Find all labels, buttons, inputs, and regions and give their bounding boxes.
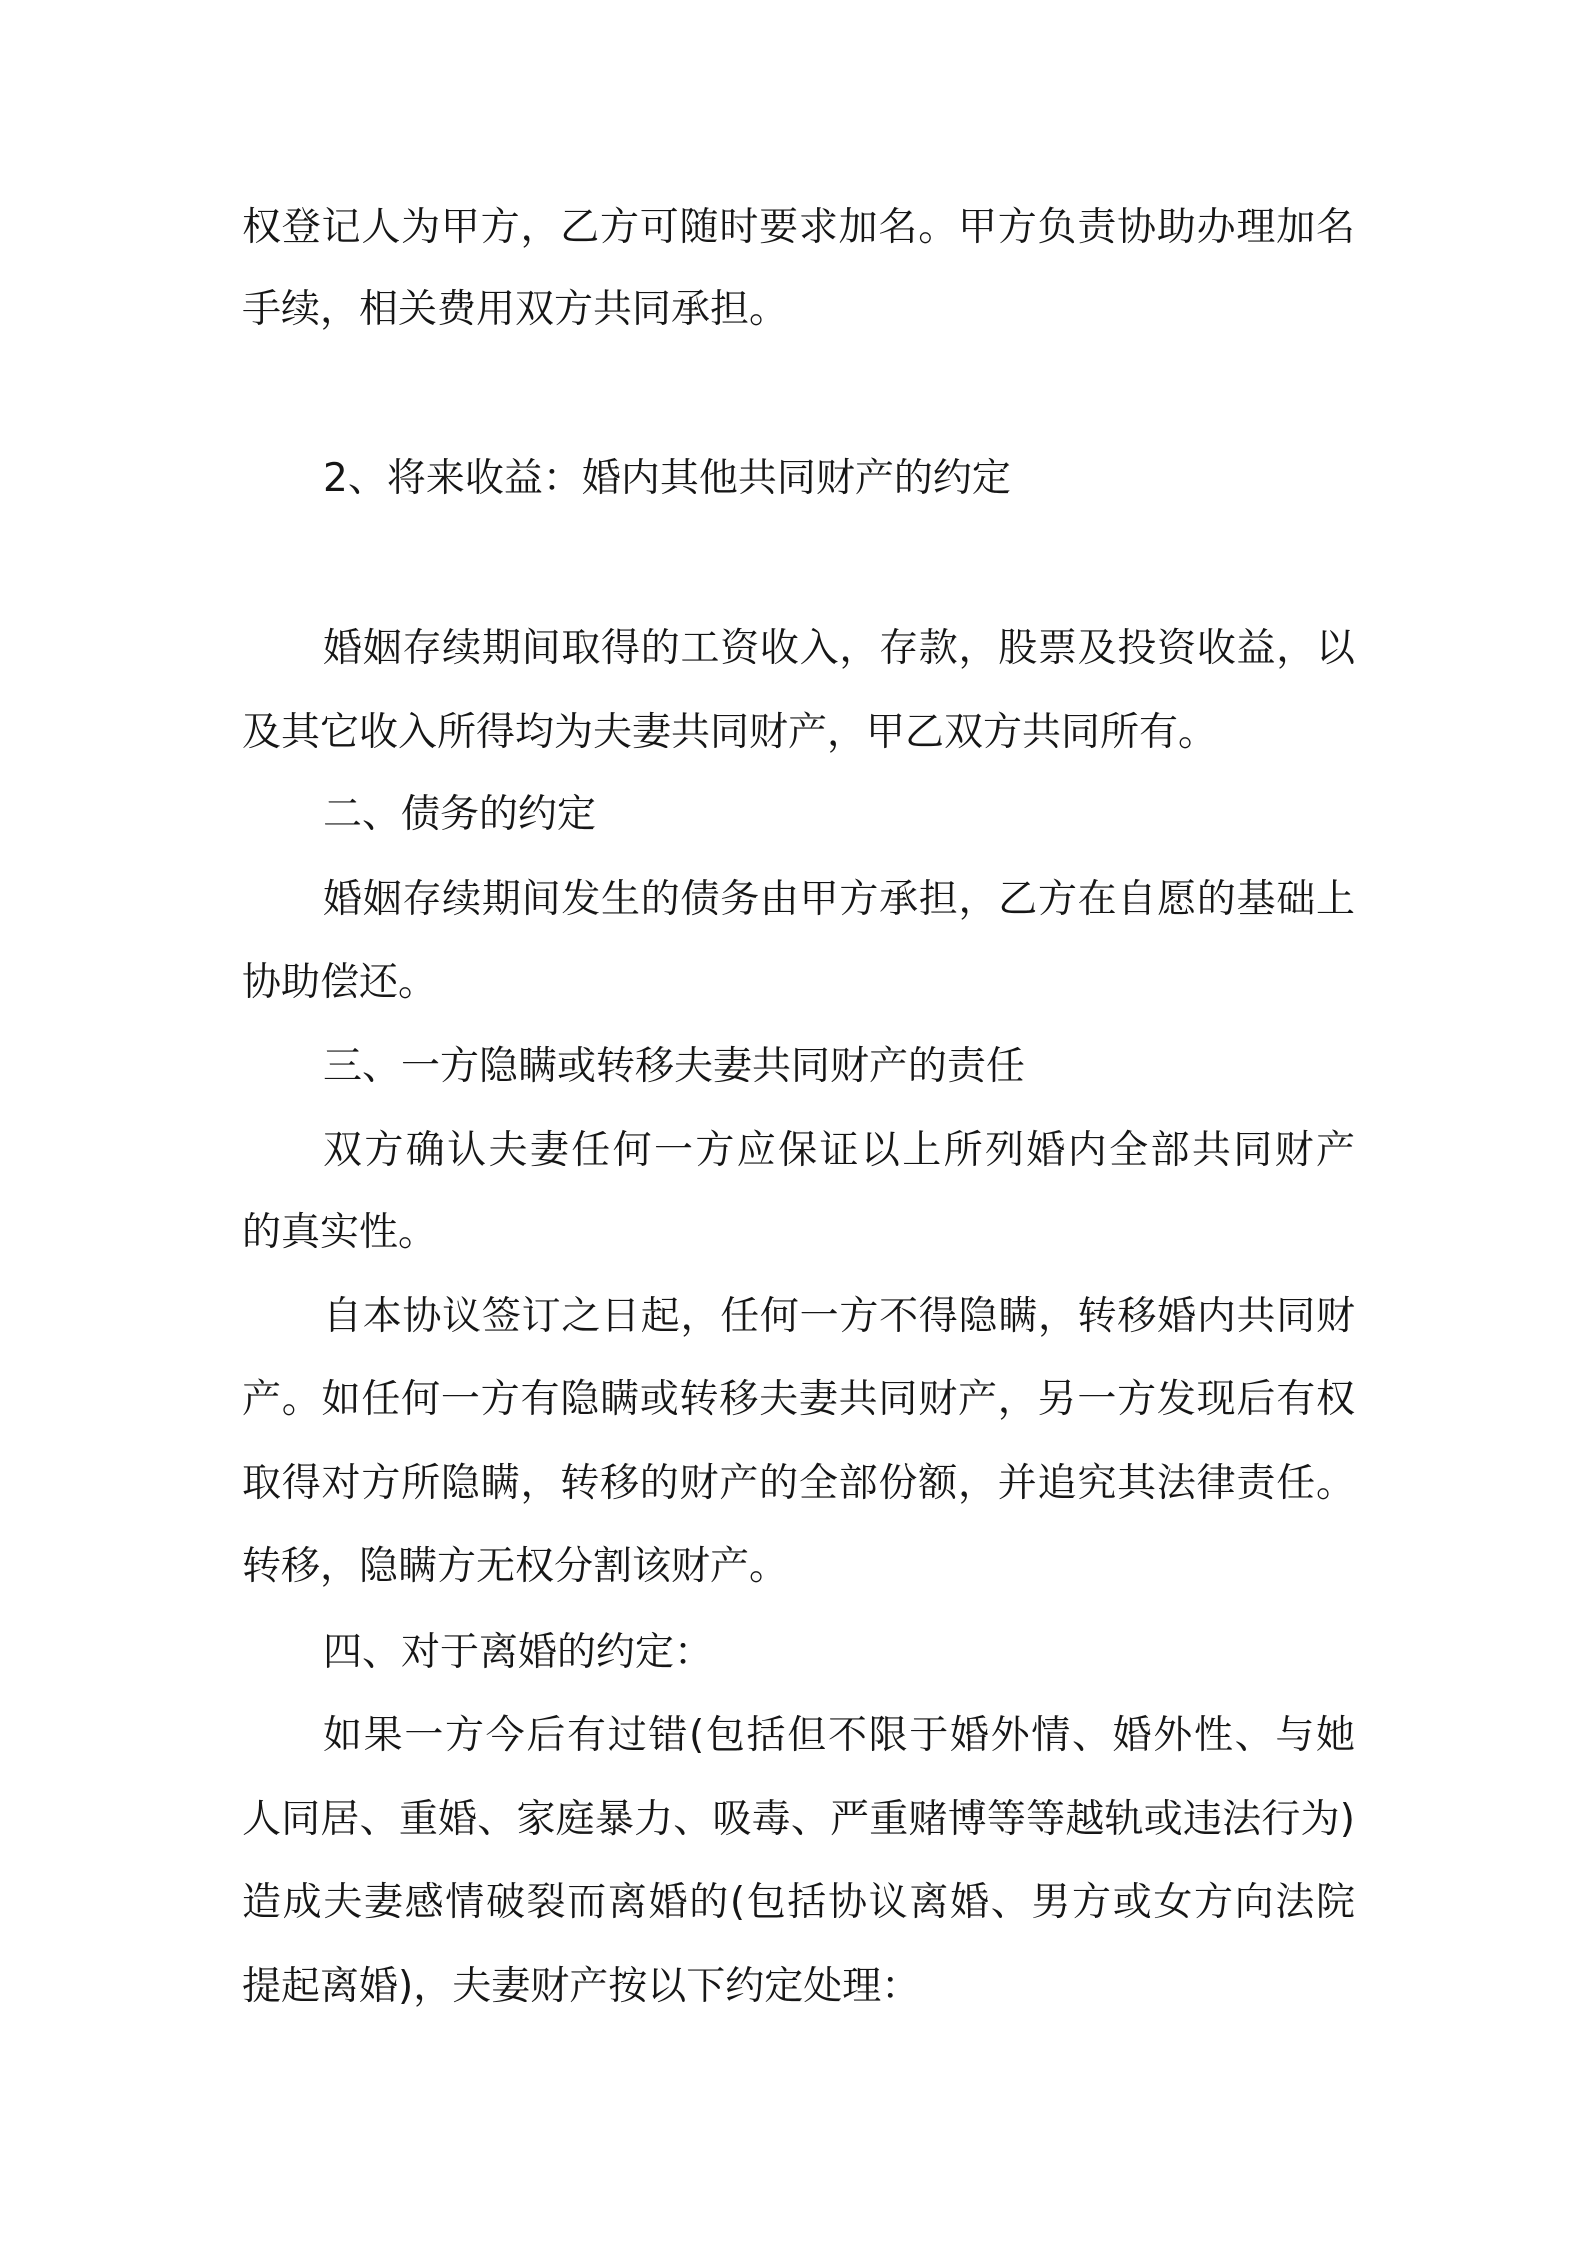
paragraph-line: 协助偿还。 bbox=[242, 960, 438, 1005]
section-heading: 四、对于离婚的约定： bbox=[323, 1630, 714, 1675]
paragraph-line: 取得对方所隐瞒，转移的财产的全部份额，并追究其法律责任。 bbox=[242, 1461, 1355, 1506]
paragraph-line: 婚姻存续期间发生的债务由甲方承担，乙方在自愿的基础上 bbox=[323, 877, 1355, 922]
section-heading: 二、债务的约定 bbox=[323, 792, 597, 837]
paragraph-line: 人同居、重婚、家庭暴力、吸毒、严重赌博等等越轨或违法行为) bbox=[242, 1797, 1355, 1842]
paragraph-line: 造成夫妻感情破裂而离婚的(包括协议离婚、男方或女方向法院 bbox=[242, 1880, 1355, 1925]
section-subheading: 2、将来收益：婚内其他共同财产的约定 bbox=[323, 456, 1011, 501]
paragraph-line: 婚姻存续期间取得的工资收入，存款，股票及投资收益，以 bbox=[323, 626, 1355, 671]
paragraph-line: 转移，隐瞒方无权分割该财产。 bbox=[242, 1544, 789, 1589]
paragraph-line: 手续，相关费用双方共同承担。 bbox=[242, 287, 789, 332]
paragraph-line: 产。如任何一方有隐瞒或转移夫妻共同财产，另一方发现后有权 bbox=[242, 1377, 1355, 1422]
paragraph-line: 自本协议签订之日起，任何一方不得隐瞒，转移婚内共同财 bbox=[323, 1294, 1355, 1339]
paragraph-line: 如果一方今后有过错(包括但不限于婚外情、婚外性、与她 bbox=[323, 1713, 1355, 1758]
paragraph-line: 及其它收入所得均为夫妻共同财产，甲乙双方共同所有。 bbox=[242, 710, 1218, 755]
paragraph-line: 权登记人为甲方，乙方可随时要求加名。甲方负责协助办理加名 bbox=[242, 205, 1355, 250]
paragraph-line: 提起离婚)，夫妻财产按以下约定处理： bbox=[242, 1964, 921, 2009]
section-heading: 三、一方隐瞒或转移夫妻共同财产的责任 bbox=[323, 1044, 1026, 1089]
paragraph-line: 双方确认夫妻任何一方应保证以上所列婚内全部共同财产 bbox=[323, 1128, 1355, 1173]
paragraph-line: 的真实性。 bbox=[242, 1210, 438, 1255]
